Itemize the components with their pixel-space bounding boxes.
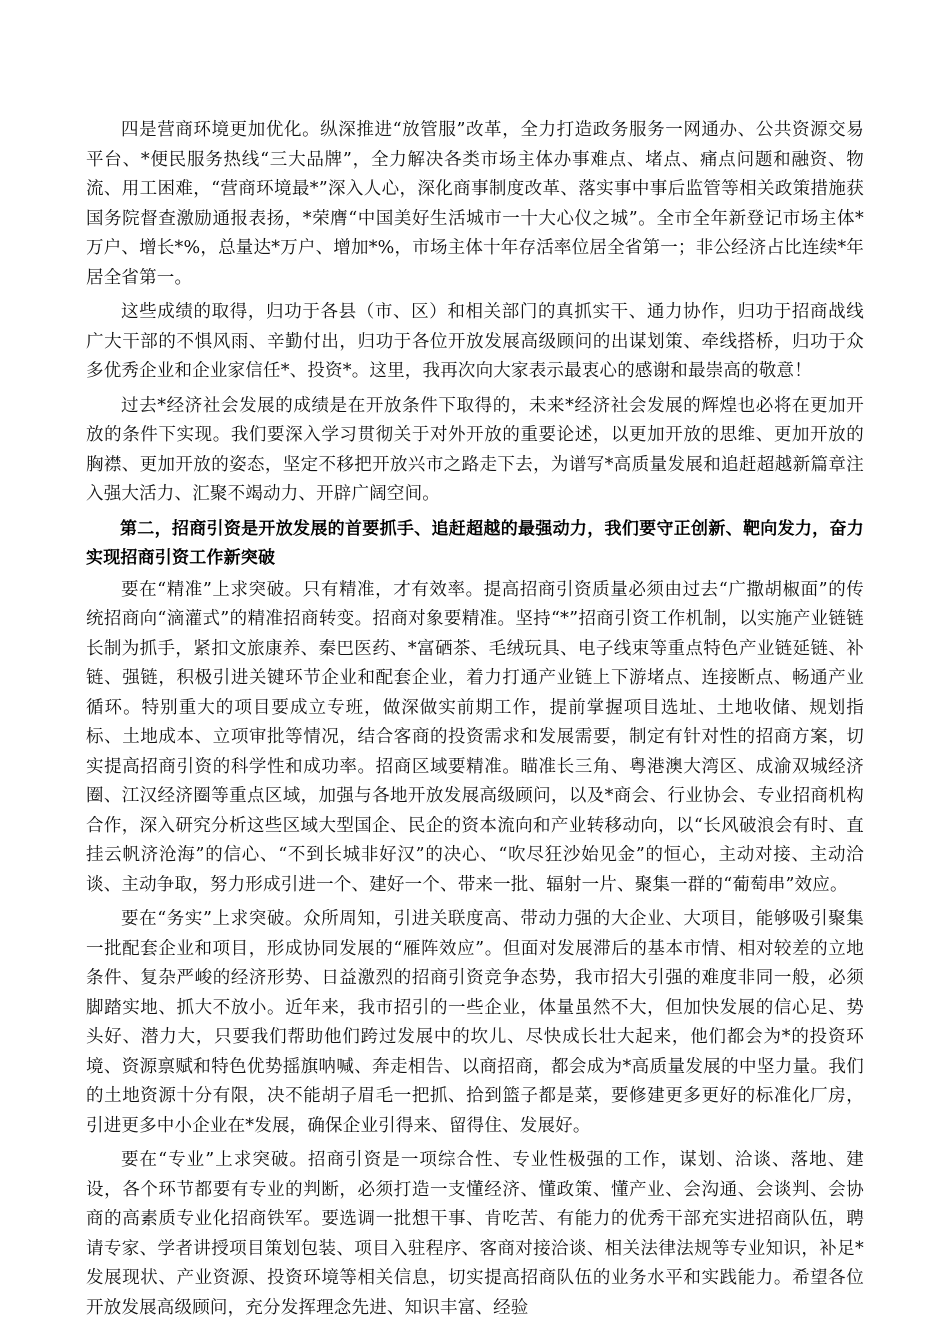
paragraph-acknowledgement: 这些成绩的取得，归功于各县（市、区）和相关部门的真抓实干、通力协作，归功于招商战线广大干部的不惧风雨、辛勤付出，归功于各位开放发展高级顾问的出谋划策、牵线搭桥，归功于众多优秀企业和企业家信任*、投资*。这里，我再次向大家表示最衷心的感谢和最崇高的敬意！ bbox=[86, 302, 864, 381]
paragraph-professional: 要在“专业”上求突破。招商引资是一项综合性、专业性极强的工作，谋划、洽谈、落地、建设，各个环节都要有专业的判断，必须打造一支懂经济、懂政策、懂产业、会沟通、会谈判、会协商的高素质专业化招商铁军。要选调一批想干事、肯吃苦、有能力的优秀干部充实进招商队伍，聘请专家、学者讲授项目策划包装、项目入驻程序、客商对接洽谈、相关法律法规等专业知识，补足*发展现状、产业资源、投资环境等相关信息，切实提高招商队伍的业务水平和实践能力。希望各位开放发展高级顾问，充分发挥理念先进、知识丰富、经验 bbox=[86, 1150, 864, 1318]
paragraph-pragmatic: 要在“务实”上求突破。众所周知，引进关联度高、带动力强的大企业、大项目，能够吸引聚集一批配套企业和项目，形成协同发展的“雁阵效应”。但面对发展滞后的基本市情、相对较差的立地条件、复杂严峻的经济形势、日益激烈的招商引资竞争态势，我市招大引强的难度非同一般，必须脚踏实地、抓大不放小。近年来，我市招引的一些企业，体量虽然不大，但加快发展的信心足、势头好、潜力大，只要我们帮助他们跨过发展中的坎儿、尽快成长壮大起来，他们都会为*的投资环境、资源禀赋和特色优势摇旗呐喊、奔走相告、以商招商，都会成为*高质量发展的中坚力量。我们的土地资源十分有限，决不能胡子眉毛一把抓、拾到篮子都是菜，要修建更多更好的标准化厂房，引进更多中小企业在*发展，确保企业引得来、留得住、发展好。 bbox=[86, 909, 864, 1136]
document-page bbox=[86, 116, 864, 1328]
paragraph-opening-up: 过去*经济社会发展的成绩是在开放条件下取得的，未来*经济社会发展的辉煌也必将在更加开放的条件下实现。我们要深入学习贯彻关于对外开放的重要论述，以更加开放的思维、更加开放的胸襟、更加开放的姿态，坚定不移把开放兴市之路走下去，为谱写*高质量发展和追赶超越新篇章注入强大活力、汇聚不竭动力、开辟广阔空间。 bbox=[86, 395, 864, 504]
paragraph-business-environment: 四是营商环境更加优化。纵深推进“放管服”改革，全力打造政务服务一网通办、公共资源交易平台、*便民服务热线“三大品牌”，全力解决各类市场主体办事难点、堵点、痛点问题和融资、物流、用工困难，“营商环境最*”深入人心，深化商事制度改革、落实事中事后监管等相关政策措施获国务院督查激励通报表扬，*荣膺“中国美好生活城市一十大心仪之城”。全市全年新登记市场主体*万户、增长*%，总量达*万户、增加*%，市场主体十年存活率位居全省第一；非公经济占比连续*年居全省第一。 bbox=[86, 120, 864, 288]
section-heading-second: 第二，招商引资是开放发展的首要抓手、追赶超越的最强动力，我们要守正创新、靶向发力，奋力实现招商引资工作新突破 bbox=[86, 518, 864, 568]
paragraph-precision: 要在“精准”上求突破。只有精准，才有效率。提高招商引资质量必须由过去“广撒胡椒面”的传统招商向“滴灌式”的精准招商转变。招商对象要精准。坚持“*”招商引资工作机制，以实施产业链链长制为抓手，紧扣文旅康养、秦巴医药、*富硒茶、毛绒玩具、电子线束等重点特色产业链延链、补链、强链，积极引进关键环节企业和配套企业，着力打通产业链上下游堵点、连接断点、畅通产业循环。特别重大的项目要成立专班，做深做实前期工作，提前掌握项目选址、土地收储、规划指标、土地成本、立项审批等情况，结合客商的投资需求和发展需要，制定有针对性的招商方案，切实提高招商引资的科学性和成功率。招商区域要精准。瞄准长三角、粤港澳大湾区、成渝双城经济圈、江汉经济圈等重点区域，加强与各地开放发展高级顾问，以及*商会、行业协会、专业招商机构合作，深入研究分析这些区域大型国企、民企的资本流向和产业转移动向，以“长风破浪会有时、直挂云帆济沧海”的信心、“不到长城非好汉”的决心、“吹尽狂沙始见金”的恒心，主动对接、主动洽谈、主动争取，努力形成引进一个、建好一个、带来一批、辐射一片、聚集一群的“葡萄串”效应。 bbox=[86, 579, 864, 895]
